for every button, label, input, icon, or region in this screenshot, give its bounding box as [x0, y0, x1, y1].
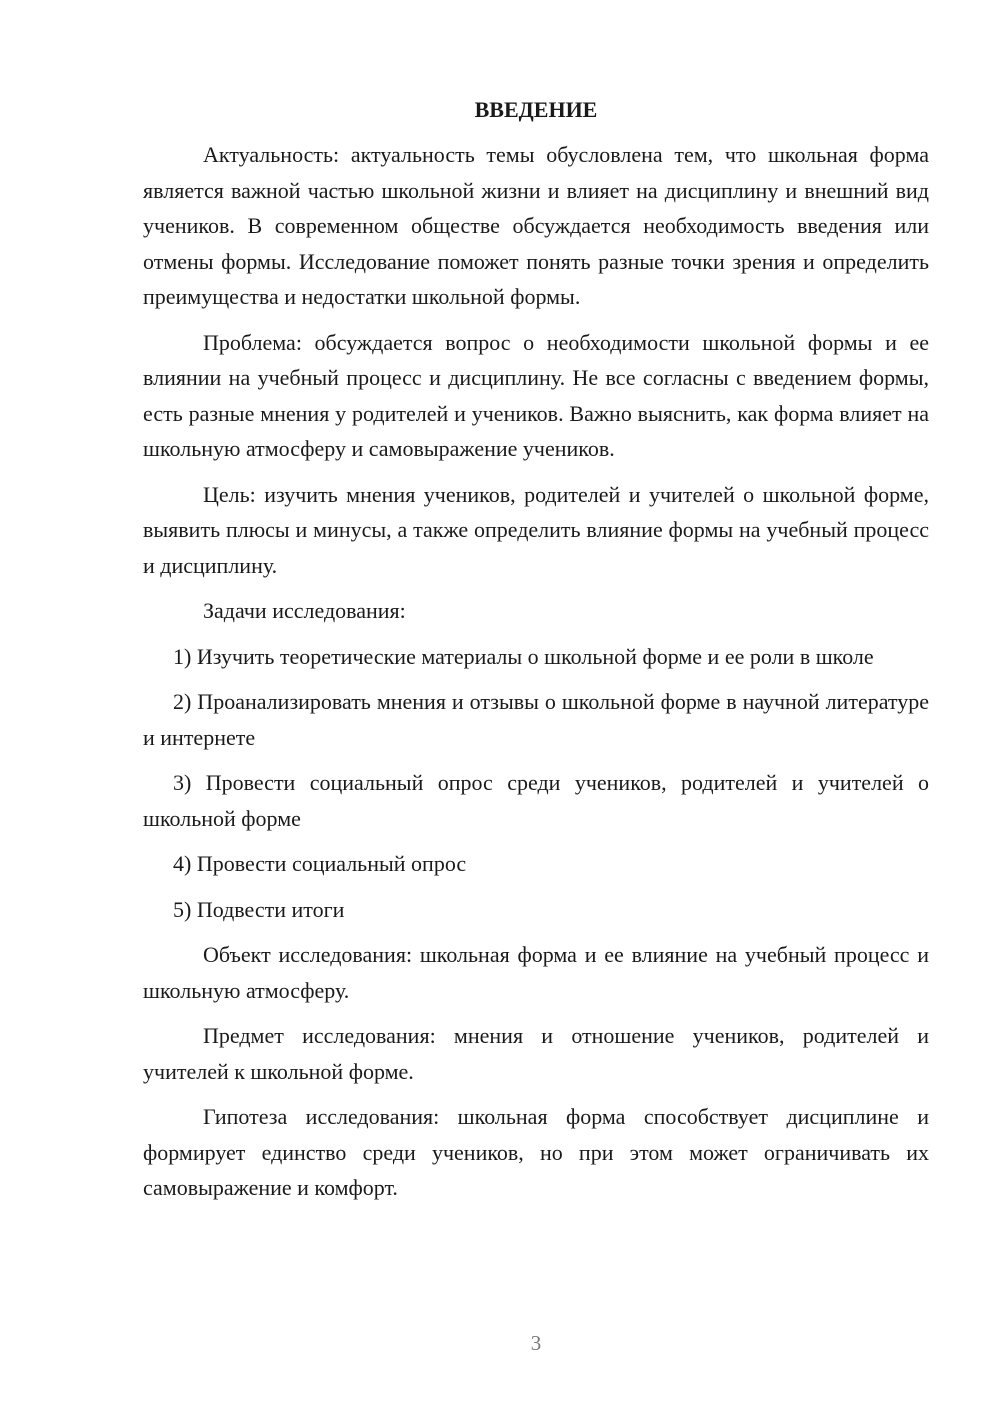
page-title: ВВЕДЕНИЕ — [474, 97, 598, 122]
relevance-paragraph: Актуальность: актуальность темы обусловлена тем, что школьная форма является важной частью школьной жизни и влияет на дисциплину и внешний вид учеников. В современном обществе обсуждается необходимость введения или отмены формы. Исследование поможет понять разные точки зрения и определить преимущества и недостатки школьной формы. — [143, 142, 929, 309]
task-item: 4) Провести социальный опрос — [173, 851, 467, 876]
goal-paragraph: Цель: изучить мнения учеников, родителей и учителей о школьной форме, выявить плюсы и минусы, а также определить влияние формы на учебный процесс и дисциплину. — [143, 481, 929, 578]
task-item: 1) Изучить теоретические материалы о школьной форме и ее роли в школе — [173, 643, 874, 669]
hypothesis-paragraph: Гипотеза исследования: школьная форма способствует дисциплине и формирует единство среди учеников, но при этом может ограничивать их самовыражение и комфорт. — [143, 1104, 929, 1200]
object-paragraph: Объект исследования: школьная форма и ее влияние на учебный процесс и школьную атмосферу. — [143, 942, 929, 1003]
task-item: 5) Подвести итоги — [173, 896, 345, 922]
page-number: 3 — [530, 1331, 542, 1355]
task-item: 3) Провести социальный опрос среди учеников, родителей и учителей о школьной форме — [143, 770, 929, 831]
tasks-heading: Задачи исследования: — [203, 598, 406, 623]
task-item: 2) Проанализировать мнения и отзывы о школьной форме в научной литературе и интернете — [143, 689, 929, 750]
subject-paragraph: Предмет исследования: мнения и отношение учеников, родителей и учителей к школьной форме. — [143, 1023, 929, 1084]
problem-paragraph: Проблема: обсуждается вопрос о необходимости школьной формы и ее влиянии на учебный процесс и дисциплину. Не все согласны с введением формы, есть разные мнения у родителей и учеников. Важно выяснить, как форма влияет на школьную атмосферу и самовыражение учеников. — [143, 329, 929, 461]
document-page — [143, 92, 929, 1216]
tasks-list — [143, 639, 929, 928]
